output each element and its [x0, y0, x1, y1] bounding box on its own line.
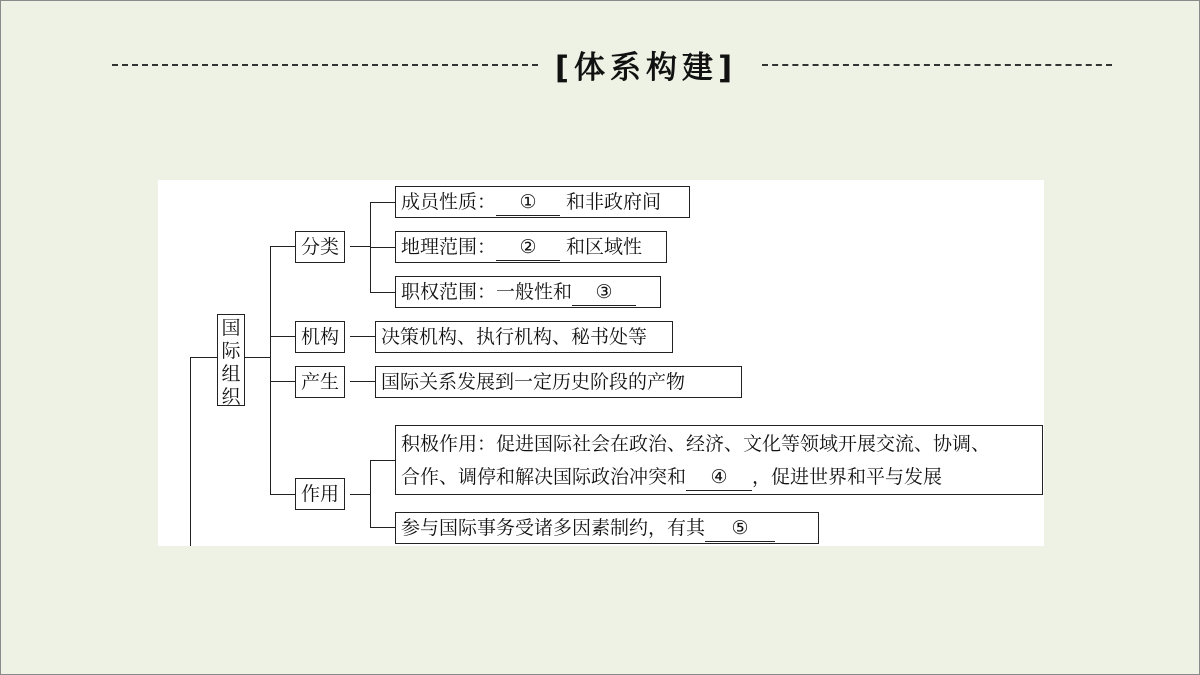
item-text-line2: [401, 461, 1037, 494]
root-char: 际: [221, 340, 241, 362]
branch-structure: 机构: [295, 321, 345, 353]
fill-blank-1: ①: [496, 189, 560, 216]
branch-origin: 产生: [295, 366, 345, 398]
origin-connector: [350, 381, 376, 382]
function-connector-h: [350, 494, 370, 495]
structure-connector: [350, 336, 376, 337]
item-text: 和非政府间: [560, 191, 662, 213]
function-positive-role: [395, 425, 1043, 495]
item-text: 参与国际事务受诸多因素制约，有其: [401, 517, 706, 539]
fill-blank-2: ②: [496, 234, 560, 261]
root-node-international-organization: [217, 314, 245, 406]
item-text: 地理范围：: [401, 236, 497, 258]
function-tick-positive: [370, 460, 396, 461]
classification-connector-h: [350, 246, 370, 247]
classification-tick-2: [370, 247, 396, 248]
classification-item-membership: [395, 186, 690, 218]
item-text-line1: 积极作用：促进国际社会在政治、经济、文化等领域开展交流、协调、: [401, 433, 991, 455]
item-text: 合作、调停和解决国际政治冲突和: [401, 466, 687, 488]
function-tick-constraint: [370, 527, 396, 528]
item-text: 职权范围：一般性和: [401, 281, 573, 303]
fill-blank-5: ⑤: [705, 515, 775, 542]
item-text: 成员性质：: [401, 191, 497, 213]
outer-connector-h: [190, 357, 218, 358]
root-char: 织: [221, 386, 241, 408]
branch-tick-classification: [270, 246, 296, 247]
branch-tick-structure: [270, 336, 296, 337]
root-char: 国: [221, 317, 241, 339]
outer-connector-v: [190, 357, 191, 546]
branch-tick-function: [270, 494, 296, 495]
classification-tick-3: [370, 292, 396, 293]
branch-function: 作用: [295, 478, 345, 510]
origin-detail: 国际关系发展到一定历史阶段的产物: [375, 366, 742, 398]
dashed-rule-right: [762, 64, 1112, 66]
root-char: 组: [221, 363, 241, 385]
classification-tick-1: [370, 202, 396, 203]
item-text: ，促进世界和平与发展: [752, 466, 943, 488]
dashed-rule-left: [112, 64, 538, 66]
branch-classification: 分类: [295, 231, 345, 263]
concept-map-panel: [158, 180, 1044, 546]
section-title: [体系构建]: [554, 50, 738, 86]
branch-tick-origin: [270, 381, 296, 382]
structure-detail: 决策机构、执行机构、秘书处等: [375, 321, 673, 353]
item-text: 和区域性: [560, 236, 643, 258]
function-spine: [370, 460, 371, 527]
classification-item-authority: [395, 276, 661, 308]
fill-blank-4: ④: [686, 464, 752, 491]
function-constraint: [395, 512, 819, 544]
branch-spine: [270, 246, 271, 494]
fill-blank-3: ③: [572, 279, 636, 306]
section-header: [0, 42, 1200, 94]
classification-item-geography: [395, 231, 667, 263]
root-connector-h: [245, 357, 271, 358]
